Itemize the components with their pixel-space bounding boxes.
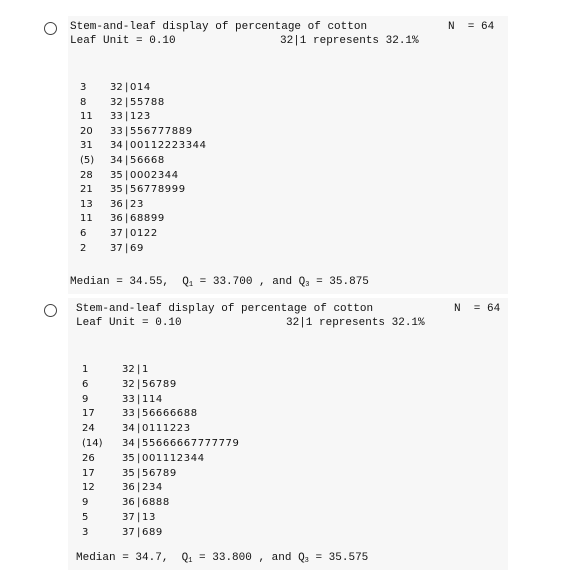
- panel-1-n-count: N = 64: [448, 21, 495, 33]
- row-stem: 34: [110, 155, 123, 166]
- stem-separator: |: [137, 378, 141, 390]
- row-depth: 11: [80, 213, 93, 225]
- row-leaves: 23: [130, 198, 144, 210]
- row-leaves: 1: [142, 364, 149, 375]
- row-leaves: 001112344: [142, 452, 205, 464]
- row-depth: 24: [82, 423, 95, 435]
- panel-1-represents: 32|1 represents 32.1%: [280, 35, 419, 47]
- row-stem: 37: [110, 242, 123, 254]
- row-depth: 9: [82, 393, 89, 405]
- stem-separator: |: [125, 155, 129, 166]
- row-depth: 1: [82, 364, 89, 375]
- stem-separator: |: [137, 364, 141, 375]
- stem-separator: |: [125, 184, 129, 196]
- row-leaves: 0111223: [142, 423, 191, 435]
- panel-2-leaf-unit: Leaf Unit = 0.10: [76, 317, 182, 329]
- stem-separator: |: [137, 467, 141, 479]
- row-leaves: 68899: [130, 213, 165, 225]
- row-leaves: 689: [142, 526, 163, 538]
- row-depth: 6: [82, 378, 89, 390]
- row-depth: 5: [82, 512, 89, 523]
- stem-separator: |: [137, 526, 141, 538]
- stem-leaf-panel-1: [68, 16, 508, 294]
- row-leaves: 56666688: [142, 408, 198, 420]
- row-stem: 32: [110, 96, 123, 108]
- row-leaves: 014: [130, 82, 151, 93]
- row-stem: 36: [122, 482, 135, 494]
- radio-option-1[interactable]: [44, 22, 57, 35]
- row-stem: 37: [110, 228, 123, 239]
- panel-2-n-count: N = 64: [454, 303, 501, 315]
- panel-2-median: Median = 34.7,: [76, 552, 169, 564]
- stem-separator: |: [137, 438, 141, 449]
- row-stem: 35: [110, 169, 123, 181]
- row-stem: 35: [122, 452, 135, 464]
- row-depth: 20: [80, 125, 93, 137]
- stem-separator: |: [125, 242, 129, 254]
- row-stem: 35: [122, 467, 135, 479]
- stem-separator: |: [125, 169, 129, 181]
- row-stem: 32: [122, 378, 135, 390]
- row-stem: 33: [122, 408, 135, 420]
- row-stem: 36: [110, 198, 123, 210]
- row-leaves: 56668: [130, 155, 165, 166]
- row-depth: 17: [82, 467, 95, 479]
- row-depth: 3: [82, 526, 89, 538]
- row-stem: 33: [110, 125, 123, 137]
- row-depth: 2: [80, 242, 87, 254]
- row-stem: 32: [110, 82, 123, 93]
- panel-1-median: Median = 34.55,: [70, 276, 170, 288]
- row-depth: 8: [80, 96, 87, 108]
- row-leaves: 55788: [130, 96, 165, 108]
- stem-separator: |: [125, 198, 129, 210]
- stem-separator: |: [137, 497, 141, 509]
- row-depth: (14): [82, 438, 103, 449]
- row-stem: 33: [122, 393, 135, 405]
- row-depth: 28: [80, 169, 93, 181]
- stem-separator: |: [125, 125, 129, 137]
- stem-separator: |: [125, 140, 129, 152]
- row-leaves: 69: [130, 242, 144, 254]
- row-depth: 11: [80, 111, 93, 123]
- stem-separator: |: [137, 482, 141, 494]
- panel-1-summary: Median = 34.55, $Q_1 = 33.700$ , and $Q_3 = 35.875$: [70, 276, 369, 289]
- row-depth: (5): [80, 155, 95, 166]
- stem-separator: |: [125, 228, 129, 239]
- row-stem: 34: [122, 438, 135, 449]
- row-depth: 21: [80, 184, 93, 196]
- row-depth: 31: [80, 140, 93, 152]
- row-depth: 13: [80, 198, 93, 210]
- row-leaves: 114: [142, 393, 163, 405]
- row-stem: 34: [122, 423, 135, 435]
- stem-separator: |: [125, 82, 129, 93]
- row-leaves: 0122: [130, 228, 158, 239]
- row-stem: 35: [110, 184, 123, 196]
- row-depth: 12: [82, 482, 95, 494]
- stem-separator: |: [125, 96, 129, 108]
- row-leaves: 234: [142, 482, 163, 494]
- radio-option-2[interactable]: [44, 304, 57, 317]
- row-leaves: 123: [130, 111, 151, 123]
- row-leaves: 6888: [142, 497, 170, 509]
- stem-separator: |: [125, 213, 129, 225]
- panel-2-title: Stem-and-leaf display of percentage of cotton: [76, 303, 374, 315]
- row-leaves: 0002344: [130, 169, 179, 181]
- panel-2-represents: 32|1 represents 32.1%: [286, 317, 425, 329]
- row-depth: 17: [82, 408, 95, 420]
- panel-1-title: Stem-and-leaf display of percentage of cotton: [70, 21, 368, 33]
- row-stem: 32: [122, 364, 135, 375]
- stem-separator: |: [137, 423, 141, 435]
- row-leaves: 56778999: [130, 184, 186, 196]
- row-depth: 9: [82, 497, 89, 509]
- row-stem: 37: [122, 512, 135, 523]
- row-depth: 3: [80, 82, 87, 93]
- row-depth: 26: [82, 452, 95, 464]
- row-leaves: 56789: [142, 467, 177, 479]
- stem-separator: |: [137, 393, 141, 405]
- row-leaves: 556777889: [130, 125, 193, 137]
- row-stem: 36: [110, 213, 123, 225]
- row-leaves: 56789: [142, 378, 177, 390]
- panel-1-leaf-unit: Leaf Unit = 0.10: [70, 35, 176, 47]
- row-leaves: 00112223344: [130, 140, 207, 152]
- panel-2-summary: Median = 34.7, $Q_1 = 33.800$ , and $Q_3 = 35.575$: [76, 552, 369, 565]
- stem-leaf-panel-2: [68, 298, 508, 570]
- row-leaves: 13: [142, 512, 156, 523]
- row-depth: 6: [80, 228, 87, 239]
- stem-separator: |: [137, 408, 141, 420]
- row-leaves: 55666667777779: [142, 438, 240, 449]
- stem-separator: |: [137, 512, 141, 523]
- stem-separator: |: [125, 111, 129, 123]
- row-stem: 36: [122, 497, 135, 509]
- row-stem: 37: [122, 526, 135, 538]
- stem-separator: |: [137, 452, 141, 464]
- row-stem: 33: [110, 111, 123, 123]
- row-stem: 34: [110, 140, 123, 152]
